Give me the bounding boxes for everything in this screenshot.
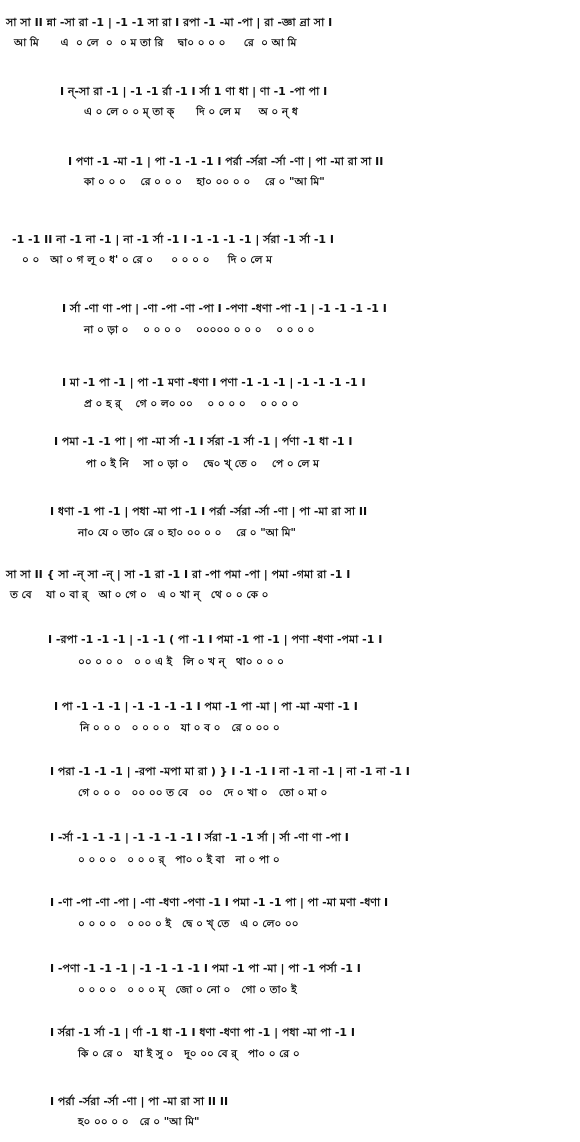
swara-line-8: I ধণা -1 পা -1 | পধা -মা পা -1 I পর্রা -র্সরা -র্সা -ণা | পা -মা রা সা II bbox=[50, 505, 368, 518]
swara-line-4: -1 -1 II না -1 না -1 | না -1 র্সা -1 I -1 -1 -1 -1 | র্সরা -1 র্সা -1 I bbox=[12, 233, 334, 246]
lyric-line-12: গে ০ ০ ০ ০০ ০০ ত বে ০০ দে ০ খা ০ তো ০ মা ০ bbox=[78, 787, 328, 799]
lyric-line-6: প্র ০ হ র্ গে ০ ল০ ০০ ০ ০ ০ ০ ০ ০ ০ ০ bbox=[84, 398, 299, 410]
lyric-line-10: ০০ ০ ০ ০ ০ ০ এ ই লি ০ খ ন্ থা০ ০ ০ ০ bbox=[78, 656, 284, 668]
lyric-line-13: ০ ০ ০ ০ ০ ০ ০ র্ পা০ ০ ই বা না ০ পা ০ bbox=[78, 854, 280, 866]
lyric-line-14: ০ ০ ০ ০ ০ ০০ ০ ই দ্বে ০ খ্ তে এ ০ লে০ ০০ bbox=[78, 918, 299, 930]
lyric-line-8: না০ যে ০ তা০ রে ০ হা০ ০০ ০ ০ রে ০ "আ মি" bbox=[78, 527, 296, 539]
swara-line-17: I পর্রা -র্সরা -র্সা -ণা | পা -মা রা সা II II bbox=[50, 1095, 229, 1108]
swara-line-10: I -রপা -1 -1 -1 | -1 -1 ( পা -1 I পমা -1 পা -1 | পণা -ধণা -পমা -1 I bbox=[48, 633, 383, 646]
lyric-line-7: পা ০ ই নি সা ০ ড়া ০ দ্বে০ খ্ তে ০ পে ০ লে ম bbox=[86, 458, 319, 470]
swara-line-9: সা সা II { সা -ন্ সা -ন্ | সা -1 রা -1 I রা -পা পমা -পা | পমা -গমা রা -1 I bbox=[6, 568, 351, 581]
swara-line-6: I মা -1 পা -1 | পা -1 মণা -ধণা I পণা -1 -1 -1 | -1 -1 -1 -1 I bbox=[62, 376, 366, 389]
lyric-line-15: ০ ০ ০ ০ ০ ০ ০ ম্ জো ০ নো ০ গো ০ তা০ ই bbox=[78, 984, 297, 996]
swara-line-11: I পা -1 -1 -1 | -1 -1 -1 -1 I পমা -1 পা -মা | পা -মা -মণা -1 I bbox=[54, 700, 358, 713]
swara-line-1: সা সা II ন্না -সা রা -1 | -1 -1 সা রা I রপা -1 -মা -পা | রা -জ্ঞা ন্রা সা I bbox=[6, 16, 333, 29]
swara-line-15: I -পণা -1 -1 -1 | -1 -1 -1 -1 I পমা -1 পা -মা | পা -1 পর্সা -1 I bbox=[50, 962, 361, 975]
swara-line-13: I -র্সা -1 -1 -1 | -1 -1 -1 -1 I র্সরা -1 -1 র্সা | র্সা -ণা ণা -পা I bbox=[50, 831, 349, 844]
lyric-line-3: কা ০ ০ ০ রে ০ ০ ০ হা০ ০০ ০ ০ রে ০ "আ মি" bbox=[84, 176, 325, 188]
swara-line-5: I র্সা -ণা ণা -পা | -ণা -পা -ণা -পা I -পণা -ধণা -পা -1 | -1 -1 -1 -1 I bbox=[62, 302, 387, 315]
lyric-line-5: না ০ ড়া ০ ০ ০ ০ ০ ০০০০০ ০ ০ ০ ০ ০ ০ ০ bbox=[84, 324, 315, 336]
lyric-line-17: হ০ ০০ ০ ০ রে ০ "আ মি" bbox=[78, 1116, 200, 1128]
lyric-line-9: ত বে যা ০ বা র্ আ ০ গে ০ এ ০ খা ন্ থে ০ ০ কে ০ bbox=[10, 589, 269, 601]
swara-line-2: I ন্-সা রা -1 | -1 -1 র্রা -1 I র্সা 1 ণা ধা | ণা -1 -পা পা I bbox=[60, 85, 328, 98]
lyric-line-11: নি ০ ০ ০ ০ ০ ০ ০ যা ০ ব ০ রে ০ ০০ ০ bbox=[80, 722, 280, 734]
lyric-line-4: ০ ০ আ ০ গ লূ ০ ধ' ০ রে ০ ০ ০ ০ ০ দি ০ লে ম bbox=[22, 254, 272, 266]
swara-line-16: I র্সরা -1 র্সা -1 | র্ণা -1 ধা -1 I ধণা -ধণা পা -1 | পধা -মা পা -1 I bbox=[50, 1026, 355, 1039]
swara-line-12: I পরা -1 -1 -1 | -রপা -মপা মা রা ) } I -1 -1 I না -1 না -1 | না -1 না -1 I bbox=[50, 765, 410, 778]
swara-line-14: I -ণা -পা -ণা -পা | -ণা -ধণা -পণা -1 I পমা -1 -1 পা | পা -মা মণা -ধণা I bbox=[50, 896, 389, 909]
lyric-line-1: আ মি এ ০ লে ০ ০ ম তা রি দ্বা০ ০ ০ ০ রে ০ আ মি bbox=[14, 37, 297, 49]
lyric-line-2: এ ০ লে ০ ০ ম্ তা ক্ দি ০ লে ম অ ০ ন্ ধ bbox=[84, 106, 298, 118]
swara-line-3: I পণা -1 -মা -1 | পা -1 -1 -1 I পর্রা -র্সরা -র্সা -ণা | পা -মা রা সা II bbox=[68, 155, 384, 168]
swara-line-7: I পমা -1 -1 পা | পা -মা র্সা -1 I র্সরা -1 র্সা -1 | র্পণা -1 ধা -1 I bbox=[54, 435, 353, 448]
lyric-line-16: কি ০ রে ০ যা ই সু ০ দূ০ ০০ বে র্ পা০ ০ রে ০ bbox=[78, 1048, 300, 1060]
